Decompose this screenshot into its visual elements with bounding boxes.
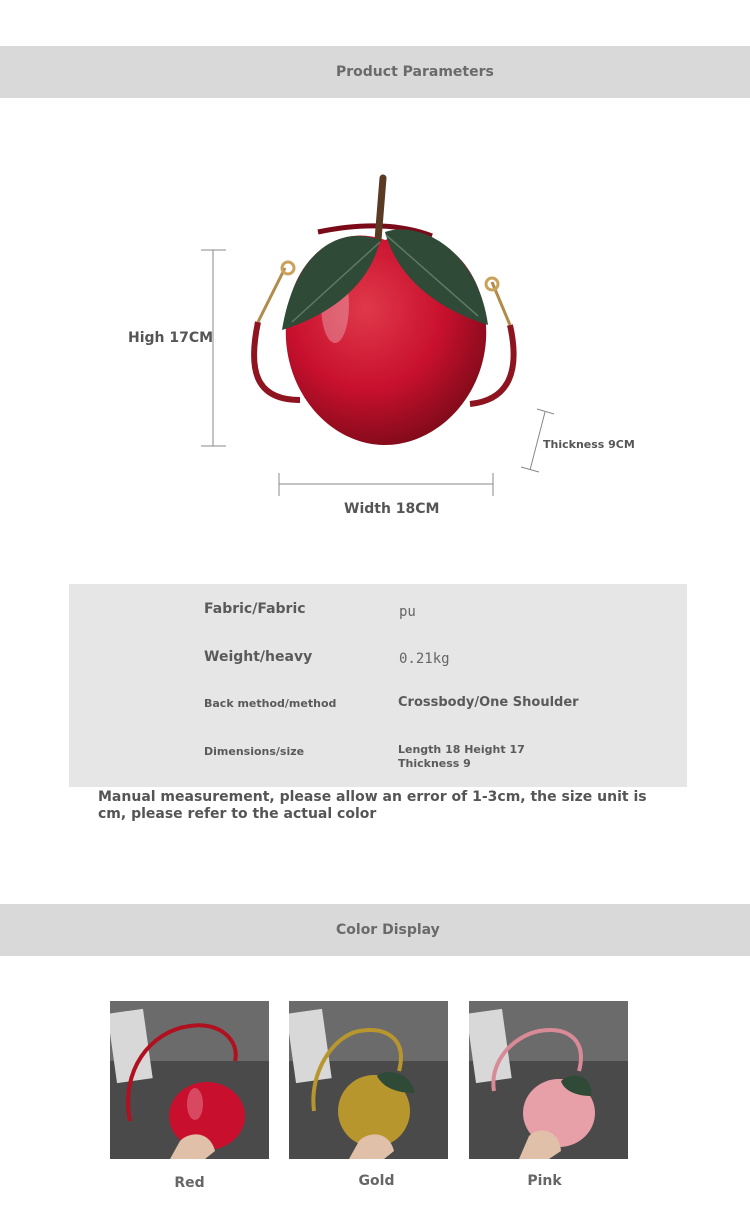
section-header-product-parameters [0, 46, 750, 98]
pink-bag-photo [469, 1001, 628, 1159]
width-dimension-marker [279, 473, 493, 496]
spec-back-label: Back method/method [204, 697, 337, 710]
product-illustration [0, 100, 750, 560]
spec-back-value: Crossbody/One Shoulder [398, 695, 579, 710]
measurement-note: Manual measurement, please allow an error of 1-3cm, the size unit is cm, please refer to the actual color [98, 789, 647, 822]
spec-dims-value-line2: Thickness 9 [398, 757, 471, 770]
section-title: Product Parameters [336, 64, 494, 80]
spec-dims-value-line1: Length 18 Height 17 [398, 743, 525, 756]
height-label: High 17CM [128, 330, 214, 346]
spec-fabric-value: pu [399, 604, 416, 620]
gold-bag-photo [289, 1001, 448, 1159]
section-title: Color Display [336, 922, 440, 938]
spec-dims-label: Dimensions/size [204, 745, 305, 758]
height-dimension-marker [201, 250, 226, 446]
color-swatch-gold[interactable] [289, 1001, 448, 1159]
color-label-red: Red [174, 1175, 205, 1191]
thickness-label: Thickness 9CM [543, 438, 635, 451]
color-swatch-red[interactable] [110, 1001, 269, 1159]
red-bag-photo [110, 1001, 269, 1159]
width-label: Width 18CM [344, 501, 440, 517]
color-label-gold: Gold [358, 1173, 395, 1189]
spec-weight-label: Weight/heavy [204, 649, 313, 665]
color-label-pink: Pink [527, 1173, 562, 1189]
spec-fabric-label: Fabric/Fabric [204, 601, 306, 617]
color-swatch-pink[interactable] [469, 1001, 628, 1159]
section-header-color-display [0, 904, 750, 956]
spec-panel [69, 584, 687, 787]
spec-weight-value: 0.21kg [399, 651, 450, 667]
